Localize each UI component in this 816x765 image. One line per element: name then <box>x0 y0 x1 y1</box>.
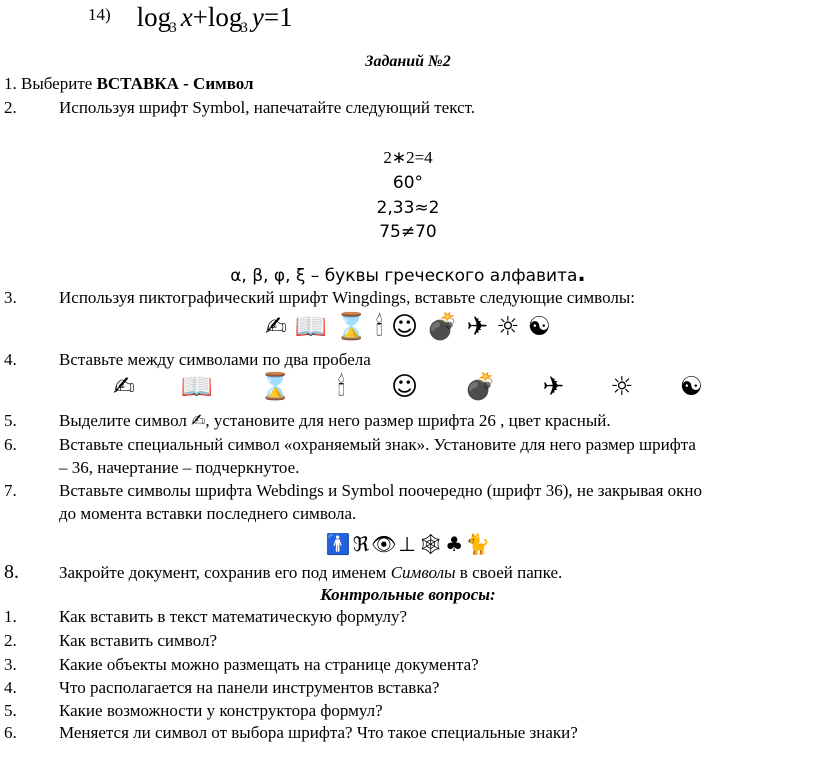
step-1-prefix: 1. Выберите <box>4 74 97 93</box>
book-icon: 📖 <box>294 312 328 342</box>
step-4-text: Вставьте между символами по два пробела <box>59 350 371 369</box>
question-num: 6. <box>4 723 17 742</box>
greek-line-text: α, β, φ, ξ – буквы греческого алфавита <box>230 266 578 286</box>
step-3 <box>4 288 635 308</box>
question-text: Как вставить в текст математическую формулу? <box>59 607 408 626</box>
wingdings-row <box>0 312 816 343</box>
step-6-line-1: Вставьте специальный символ «охраняемый знак». Установите для него размер шрифта <box>59 435 696 454</box>
question-5 <box>4 701 383 721</box>
task-title: Заданий №2 <box>365 53 451 70</box>
greek-line-dot: . <box>577 262 586 287</box>
formula-base1: 3 <box>169 20 177 36</box>
questions-title: Контрольные вопросы: <box>320 585 496 604</box>
wingdings-spaced-row <box>0 372 816 403</box>
sun-icon: ☼ <box>496 312 520 342</box>
formula-log2: log <box>207 2 243 32</box>
smiley-icon: ☺ <box>391 372 419 402</box>
man-icon: 🚹 <box>325 532 351 556</box>
question-text: Что располагается на панели инструментов вставка? <box>59 678 440 697</box>
airplane-icon: ✈ <box>466 312 489 342</box>
formula-rhs: 1 <box>279 2 293 32</box>
greek-line <box>0 262 816 287</box>
step-5 <box>4 411 611 431</box>
question-1 <box>4 607 407 627</box>
step-4-num: 4. <box>4 350 17 369</box>
hourglass-icon: ⌛ <box>259 372 292 402</box>
question-6 <box>4 723 578 743</box>
club-icon: ♣ <box>445 532 464 556</box>
step-4 <box>4 350 371 370</box>
formula-equals: = <box>263 2 280 32</box>
pencil-icon: ✍ <box>113 372 135 402</box>
question-num: 2. <box>4 631 17 650</box>
hourglass-icon: ⌛ <box>335 312 368 342</box>
question-2 <box>4 631 217 651</box>
spider-web-icon: 🕸 <box>417 532 444 556</box>
airplane-icon: ✈ <box>542 372 565 402</box>
question-3 <box>4 655 479 675</box>
example-line-3: 2,33≈2 <box>376 198 440 218</box>
step-8-num: 8. <box>4 561 19 583</box>
pencil-icon: ✍ <box>191 411 206 431</box>
step-7-line-2: до момента вставки последнего символа. <box>59 504 357 523</box>
candle-icon: 🕯 <box>375 312 384 342</box>
question-text: Какие объекты можно размещать на странице документа? <box>59 655 479 674</box>
bomb-icon: 💣 <box>426 312 459 342</box>
sun-icon: ☼ <box>610 372 634 402</box>
step-8-text-a: Закройте документ, сохранив его под именем <box>59 563 391 582</box>
step-7-line-1: Вставьте символы шрифта Webdings и Symbol поочередно (шрифт 36), не закрывая окно <box>59 481 703 500</box>
formula-log1: log <box>136 2 172 32</box>
example-line-2: 60° <box>392 173 424 193</box>
step-2 <box>4 98 475 118</box>
formula-var-x: x <box>180 2 193 32</box>
step-7 <box>4 481 702 501</box>
step-2-text: Используя шрифт Symbol, напечатайте следующий текст. <box>59 98 476 117</box>
step-3-num: 3. <box>4 288 17 307</box>
step-2-num: 2. <box>4 98 17 117</box>
yin-yang-icon: ☯ <box>527 312 551 342</box>
step-8-filename: Символы <box>390 563 456 582</box>
step-5-num: 5. <box>4 411 17 430</box>
formula <box>88 2 293 37</box>
question-num: 5. <box>4 701 17 720</box>
step-1 <box>4 74 254 94</box>
webdings-row <box>0 532 816 556</box>
step-5-text-b: , установите для него размер шрифта 26 , цвет красный. <box>205 411 611 430</box>
formula-number: 14) <box>88 5 111 24</box>
real-part-icon: ℜ <box>352 532 370 556</box>
question-text: Меняется ли символ от выбора шрифта? Что такое специальные знаки? <box>59 723 578 742</box>
question-text: Какие возможности у конструктора формул? <box>59 701 383 720</box>
step-6-line-2: – 36, начертание – подчеркнутое. <box>59 458 300 477</box>
step-6-num: 6. <box>4 435 17 454</box>
question-num: 3. <box>4 655 17 674</box>
book-icon: 📖 <box>180 372 214 402</box>
step-6 <box>4 435 696 455</box>
step-3-text: Используя пиктографический шрифт Wingdings, вставьте следующие символы: <box>59 288 635 307</box>
step-1-bold: ВСТАВКА - Символ <box>96 74 254 93</box>
bomb-icon: 💣 <box>464 372 497 402</box>
formula-plus: + <box>192 2 208 32</box>
yin-yang-icon: ☯ <box>679 372 703 402</box>
perpendicular-icon: ⊥ <box>398 532 416 556</box>
question-num: 4. <box>4 678 17 697</box>
step-7-num: 7. <box>4 481 17 500</box>
step-8-text-b: в своей папке. <box>455 563 563 582</box>
cat-icon: 🐈 <box>465 532 491 556</box>
formula-var-y: y <box>251 2 264 32</box>
smiley-icon: ☺ <box>391 312 419 342</box>
pencil-icon: ✍ <box>265 312 287 342</box>
step-8 <box>4 561 562 584</box>
eye-icon: 👁 <box>371 532 397 556</box>
example-line-4: 75≠70 <box>379 222 437 242</box>
question-4 <box>4 678 439 698</box>
question-num: 1. <box>4 607 17 626</box>
step-5-text-a: Выделите символ <box>59 411 192 430</box>
formula-base2: 3 <box>240 20 248 36</box>
question-text: Как вставить символ? <box>59 631 217 650</box>
example-line-1: 2∗2=4 <box>383 148 433 167</box>
candle-icon: 🕯 <box>337 372 346 402</box>
